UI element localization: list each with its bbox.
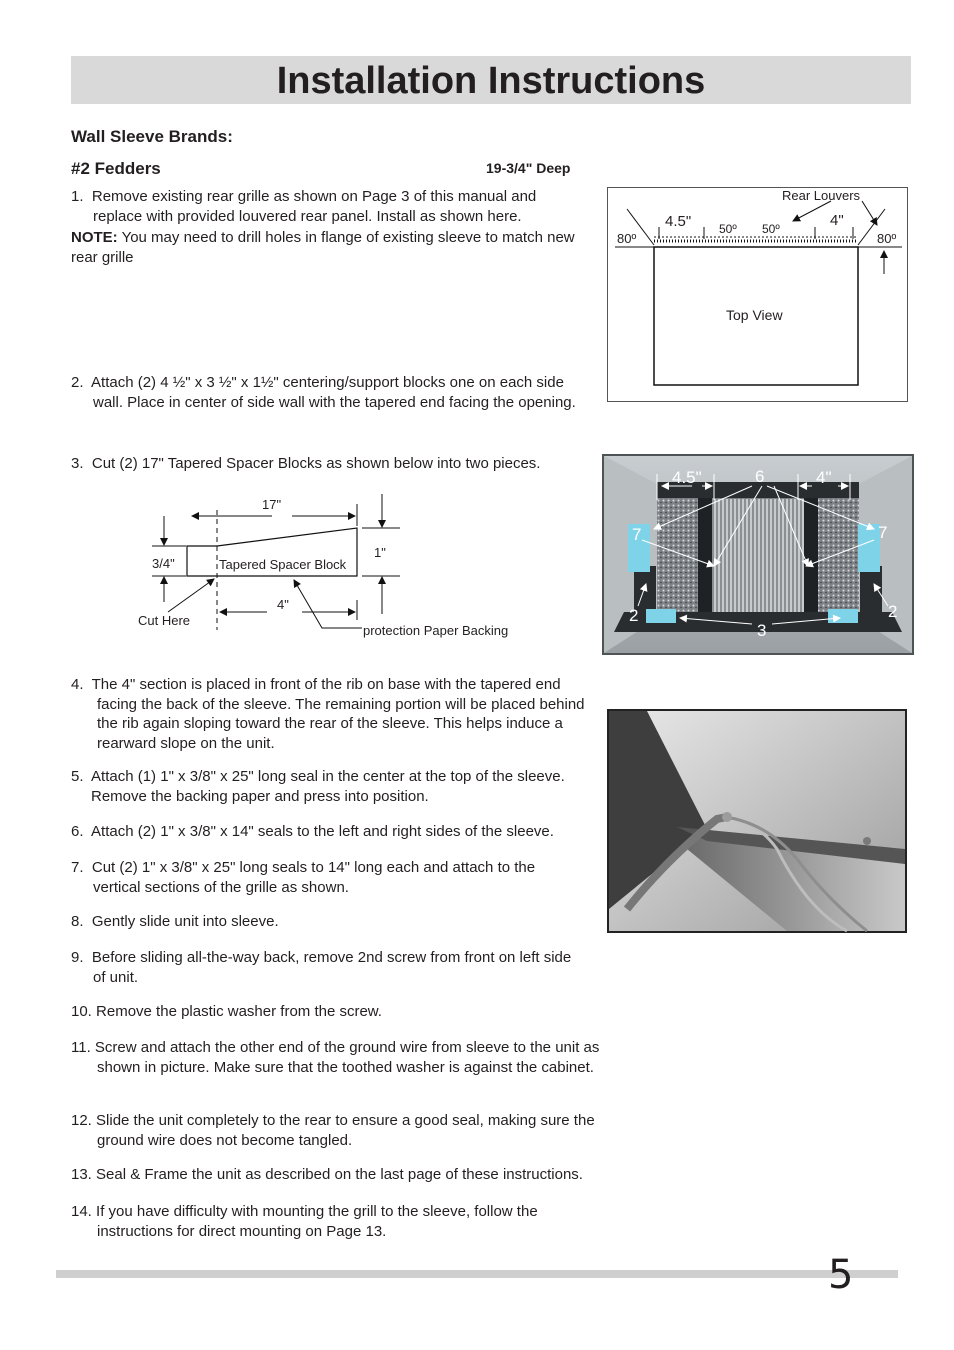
spacer-height-right: 1" <box>374 545 386 560</box>
spacer-block-label: Tapered Spacer Block <box>219 557 347 572</box>
footer-bar <box>56 1270 898 1278</box>
step-6: 6. Attach (2) 1" x 3/8" x 14" seals to the left and right sides of the sleeve. <box>71 823 554 840</box>
title-bar <box>71 56 911 104</box>
model-name: #2 Fedders <box>71 159 161 178</box>
page-title: Installation Instructions <box>276 60 706 102</box>
backing-label: protection Paper Backing <box>363 623 509 638</box>
spacer-length: 17" <box>262 497 282 512</box>
sleeve-photo <box>602 454 914 655</box>
angle-80-left: 80º <box>617 231 637 246</box>
marker-2-right: 2 <box>888 602 898 621</box>
step-13: 13. Seal & Frame the unit as described on the last page of these instructions. <box>71 1166 583 1183</box>
marker-7-left: 7 <box>632 525 642 544</box>
step-3: 3. Cut (2) 17" Tapered Spacer Blocks as shown below into two pieces. <box>71 455 541 472</box>
page-number: 5 <box>828 1252 854 1298</box>
spacer-height-left: 3/4" <box>152 556 175 571</box>
step-14: 14. If you have difficulty with mounting the grill to the sleeve, follow the instructions for direct mounting on Page 13. <box>71 1203 538 1240</box>
step-9: 9. Before sliding all-the-way back, remove 2nd screw from front on left side of unit. <box>71 949 572 986</box>
marker-7-right: 7 <box>878 523 888 542</box>
angle-50-right: 50º <box>762 222 780 236</box>
top-view-diagram <box>607 187 908 402</box>
photo-right-width: 4" <box>816 468 832 487</box>
top-view-caption: Top View <box>726 307 783 323</box>
step-10: 10. Remove the plastic washer from the screw. <box>71 1003 382 1020</box>
spacer-block-diagram <box>132 490 532 640</box>
step-7: 7. Cut (2) 1" x 3/8" x 25" long seals to 14" long each and attach to the vertical sections of the grille as shown. <box>71 859 536 896</box>
cut-here-label: Cut Here <box>138 613 191 628</box>
model-depth: 19-3/4" Deep <box>486 160 571 176</box>
photo-left-width: 4.5" <box>672 468 702 487</box>
marker-3: 3 <box>757 621 767 640</box>
angle-50-left: 50º <box>719 222 737 236</box>
spacer-section: 4" <box>277 597 289 612</box>
step-5: 5. Attach (1) 1" x 3/8" x 25" long seal in the center at the top of the sleeve. Remove the backing paper and press into position. <box>71 768 565 805</box>
angle-80-right: 80º <box>877 231 897 246</box>
step-11: 11. Screw and attach the other end of the ground wire from sleeve to the unit as shown in picture. Make sure that the toothed washer is against the cabinet. <box>71 1039 600 1076</box>
step-12: 12. Slide the unit completely to the rear to ensure a good seal, making sure the ground wire does not become tangled. <box>71 1112 595 1149</box>
ground-wire-photo <box>607 709 907 933</box>
note: NOTE: You may need to drill holes in flange of existing sleeve to match new rear grille <box>71 229 575 266</box>
step-1: 1. Remove existing rear grille as shown on Page 3 of this manual and replace with provided louvered rear panel. Install as shown here. <box>71 188 537 225</box>
section-heading: Wall Sleeve Brands: <box>71 127 233 146</box>
step-2: 2. Attach (2) 4 ½" x 3 ½" x 1½" centering/support blocks one on each side wall. Place in center of side wall with the tapered end facing the opening. <box>71 374 576 411</box>
top-view-left-width: 4.5" <box>665 213 692 230</box>
step-4: 4. The 4" section is placed in front of the rib on base with the tapered end facing the back of the sleeve. The remaining portion will be placed behind the rib again sloping toward the rear of the sleeve. This helps induce a rearward slope on the unit. <box>71 676 585 752</box>
top-view-right-width: 4" <box>830 212 844 229</box>
marker-2-left: 2 <box>629 606 639 625</box>
marker-6: 6 <box>755 467 765 486</box>
rear-louvers-label: Rear Louvers <box>782 188 861 203</box>
step-8: 8. Gently slide unit into sleeve. <box>71 913 279 930</box>
